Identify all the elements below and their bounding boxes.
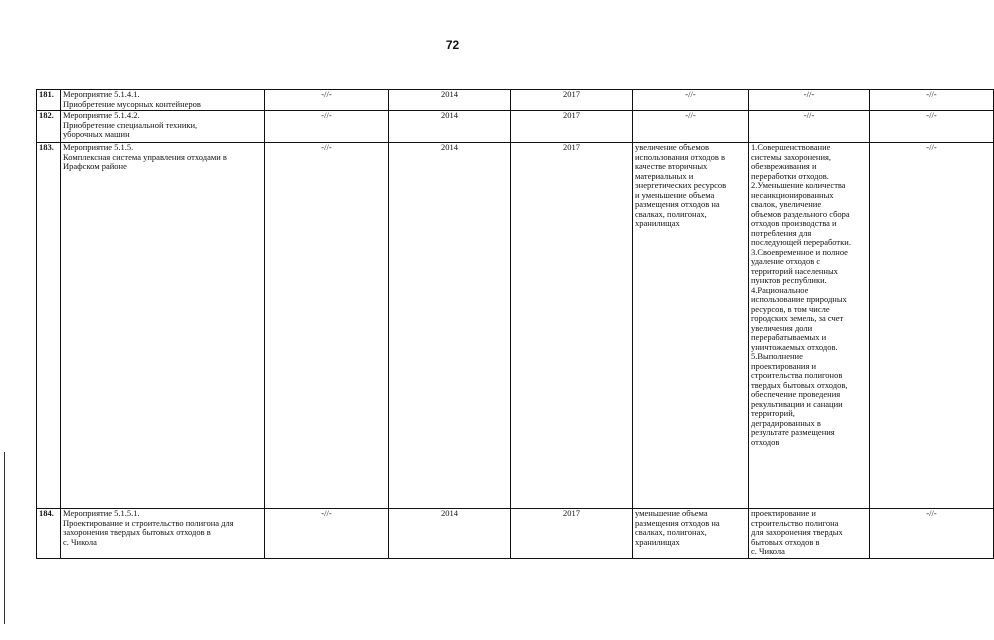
indicators-line: бытовых отходов в bbox=[751, 536, 820, 547]
indicators-line: пунктов республики. bbox=[751, 275, 827, 286]
indicators-line: рекультивации и санации bbox=[751, 398, 843, 409]
start-year: 2014 bbox=[389, 111, 511, 143]
last-column-cell: -//- bbox=[870, 111, 994, 143]
indicators-line: территорий, bbox=[751, 408, 795, 419]
name_lines-line: Мероприятие 5.1.5.1. bbox=[63, 508, 140, 518]
row-number: 184. bbox=[37, 509, 61, 559]
expected-result bbox=[633, 111, 749, 143]
measure-name bbox=[61, 90, 265, 111]
row-number: 181. bbox=[37, 90, 61, 111]
executor-cell: -//- bbox=[265, 90, 389, 111]
result-line: хранилищах bbox=[635, 218, 680, 229]
indicators-cell bbox=[749, 90, 870, 111]
table-row bbox=[37, 143, 994, 509]
indicators-line: объемов раздельного сбора bbox=[751, 208, 850, 219]
row-number: 183. bbox=[37, 143, 61, 509]
measure-name bbox=[61, 509, 265, 559]
indicators-cell bbox=[749, 111, 870, 143]
start-year: 2014 bbox=[389, 509, 511, 559]
name_lines-line: Комплексная система управления отходами в bbox=[63, 151, 227, 162]
indicators-line: обеспечение проведения bbox=[751, 389, 841, 400]
table-row bbox=[37, 111, 994, 143]
name_lines-line: захоронения твердых бытовых отходов в bbox=[63, 527, 211, 538]
result-line: свалках, полигонах, bbox=[635, 527, 707, 538]
indicators-line: 2.Уменьшение количества bbox=[751, 180, 846, 191]
indicators-line: деградированных в bbox=[751, 417, 821, 428]
indicators-line: строительство полигона bbox=[751, 517, 839, 528]
name_lines-line: уборочных машин bbox=[63, 129, 130, 140]
indicators-cell bbox=[749, 509, 870, 559]
name_lines-line: Приобретение мусорных контейнеров bbox=[63, 98, 201, 109]
measures-table bbox=[36, 89, 994, 559]
result-line: использования отходов в bbox=[635, 151, 726, 162]
indicators-line: -//- bbox=[803, 110, 815, 120]
executor-cell: -//- bbox=[265, 143, 389, 509]
result-line: хранилищах bbox=[635, 536, 680, 547]
executor-cell: -//- bbox=[265, 509, 389, 559]
name_lines-line: с. Чикола bbox=[63, 536, 97, 547]
indicators-line: 5.Выполнение bbox=[751, 351, 803, 362]
result-line: размещения отходов на bbox=[635, 517, 720, 528]
indicators-cell bbox=[749, 143, 870, 509]
result-line: уменьшение объема bbox=[635, 508, 708, 518]
end-year: 2017 bbox=[511, 143, 633, 509]
indicators-line: территорий населенных bbox=[751, 265, 838, 276]
result-line: свалках, полигонах, bbox=[635, 208, 707, 219]
last-column-cell: -//- bbox=[870, 509, 994, 559]
expected-result bbox=[633, 90, 749, 111]
indicators-line: увеличения доли bbox=[751, 322, 813, 333]
indicators-line: ресурсов, в том числе bbox=[751, 303, 830, 314]
indicators-line: для захоронения твердых bbox=[751, 527, 843, 538]
name_lines-line: Ирафском районе bbox=[63, 161, 127, 172]
indicators-line: проектирования и bbox=[751, 360, 817, 371]
start-year: 2014 bbox=[389, 90, 511, 111]
indicators-line: несанкционированных bbox=[751, 189, 834, 200]
result-line: качестве вторичных bbox=[635, 161, 708, 172]
indicators-line: строительства полигонов bbox=[751, 370, 843, 381]
table-body bbox=[37, 90, 994, 559]
name_lines-line: Проектирование и строительство полигона для bbox=[63, 517, 234, 528]
last-column-cell: -//- bbox=[870, 143, 994, 509]
result-line: размещения отходов на bbox=[635, 199, 720, 210]
row-number: 182. bbox=[37, 111, 61, 143]
end-year: 2017 bbox=[511, 509, 633, 559]
indicators-line: переработки отходов. bbox=[751, 170, 829, 181]
result-line: материальных и bbox=[635, 170, 694, 181]
executor-cell: -//- bbox=[265, 111, 389, 143]
indicators-line: 3.Своевременное и полное bbox=[751, 246, 848, 257]
indicators-line: последующей переработки. bbox=[751, 237, 851, 248]
indicators-line: с. Чикола bbox=[751, 546, 785, 557]
indicators-line: твердых бытовых отходов, bbox=[751, 379, 848, 390]
indicators-line: городских земель, за счет bbox=[751, 313, 844, 324]
result-line: -//- bbox=[685, 110, 696, 120]
table-row bbox=[37, 509, 994, 559]
start-year: 2014 bbox=[389, 143, 511, 509]
page-number: 72 bbox=[445, 38, 460, 52]
end-year: 2017 bbox=[511, 90, 633, 111]
result-line: увеличение объемов bbox=[635, 142, 709, 152]
end-year: 2017 bbox=[511, 111, 633, 143]
expected-result bbox=[633, 509, 749, 559]
indicators-line: проектирование и bbox=[751, 508, 816, 518]
measure-name bbox=[61, 143, 265, 509]
name_lines-line: Мероприятие 5.1.5. bbox=[63, 142, 134, 152]
indicators-line: системы захоронения, bbox=[751, 151, 832, 162]
indicators-line: удаление отходов с bbox=[751, 256, 821, 267]
indicators-line: отходов bbox=[751, 436, 780, 447]
indicators-line: 4.Рациональное bbox=[751, 284, 809, 295]
indicators-line: 1.Совершенствование bbox=[751, 142, 831, 152]
indicators-line: использование природных bbox=[751, 294, 847, 305]
result-line: энергетических ресурсов bbox=[635, 180, 727, 191]
indicators-line: потребления для bbox=[751, 227, 812, 238]
expected-result bbox=[633, 143, 749, 509]
result-line: -//- bbox=[685, 89, 696, 99]
indicators-line: свалок, увеличение bbox=[751, 199, 822, 210]
name_lines-line: Мероприятие 5.1.4.1. bbox=[63, 89, 140, 99]
result-line: и уменьшение объема bbox=[635, 189, 715, 200]
margin-line bbox=[4, 452, 5, 624]
last-column-cell: -//- bbox=[870, 90, 994, 111]
measure-name bbox=[61, 111, 265, 143]
indicators-line: уничтожаемых отходов. bbox=[751, 341, 838, 352]
indicators-line: результате размещения bbox=[751, 427, 835, 438]
indicators-line: отходов производства и bbox=[751, 218, 837, 229]
indicators-line: -//- bbox=[803, 89, 815, 99]
indicators-line: перерабатываемых и bbox=[751, 332, 827, 343]
name_lines-line: Приобретение специальной техники, bbox=[63, 119, 198, 130]
indicators-line: обезвреживания и bbox=[751, 161, 817, 172]
name_lines-line: Мероприятие 5.1.4.2. bbox=[63, 110, 140, 120]
table-row bbox=[37, 90, 994, 111]
